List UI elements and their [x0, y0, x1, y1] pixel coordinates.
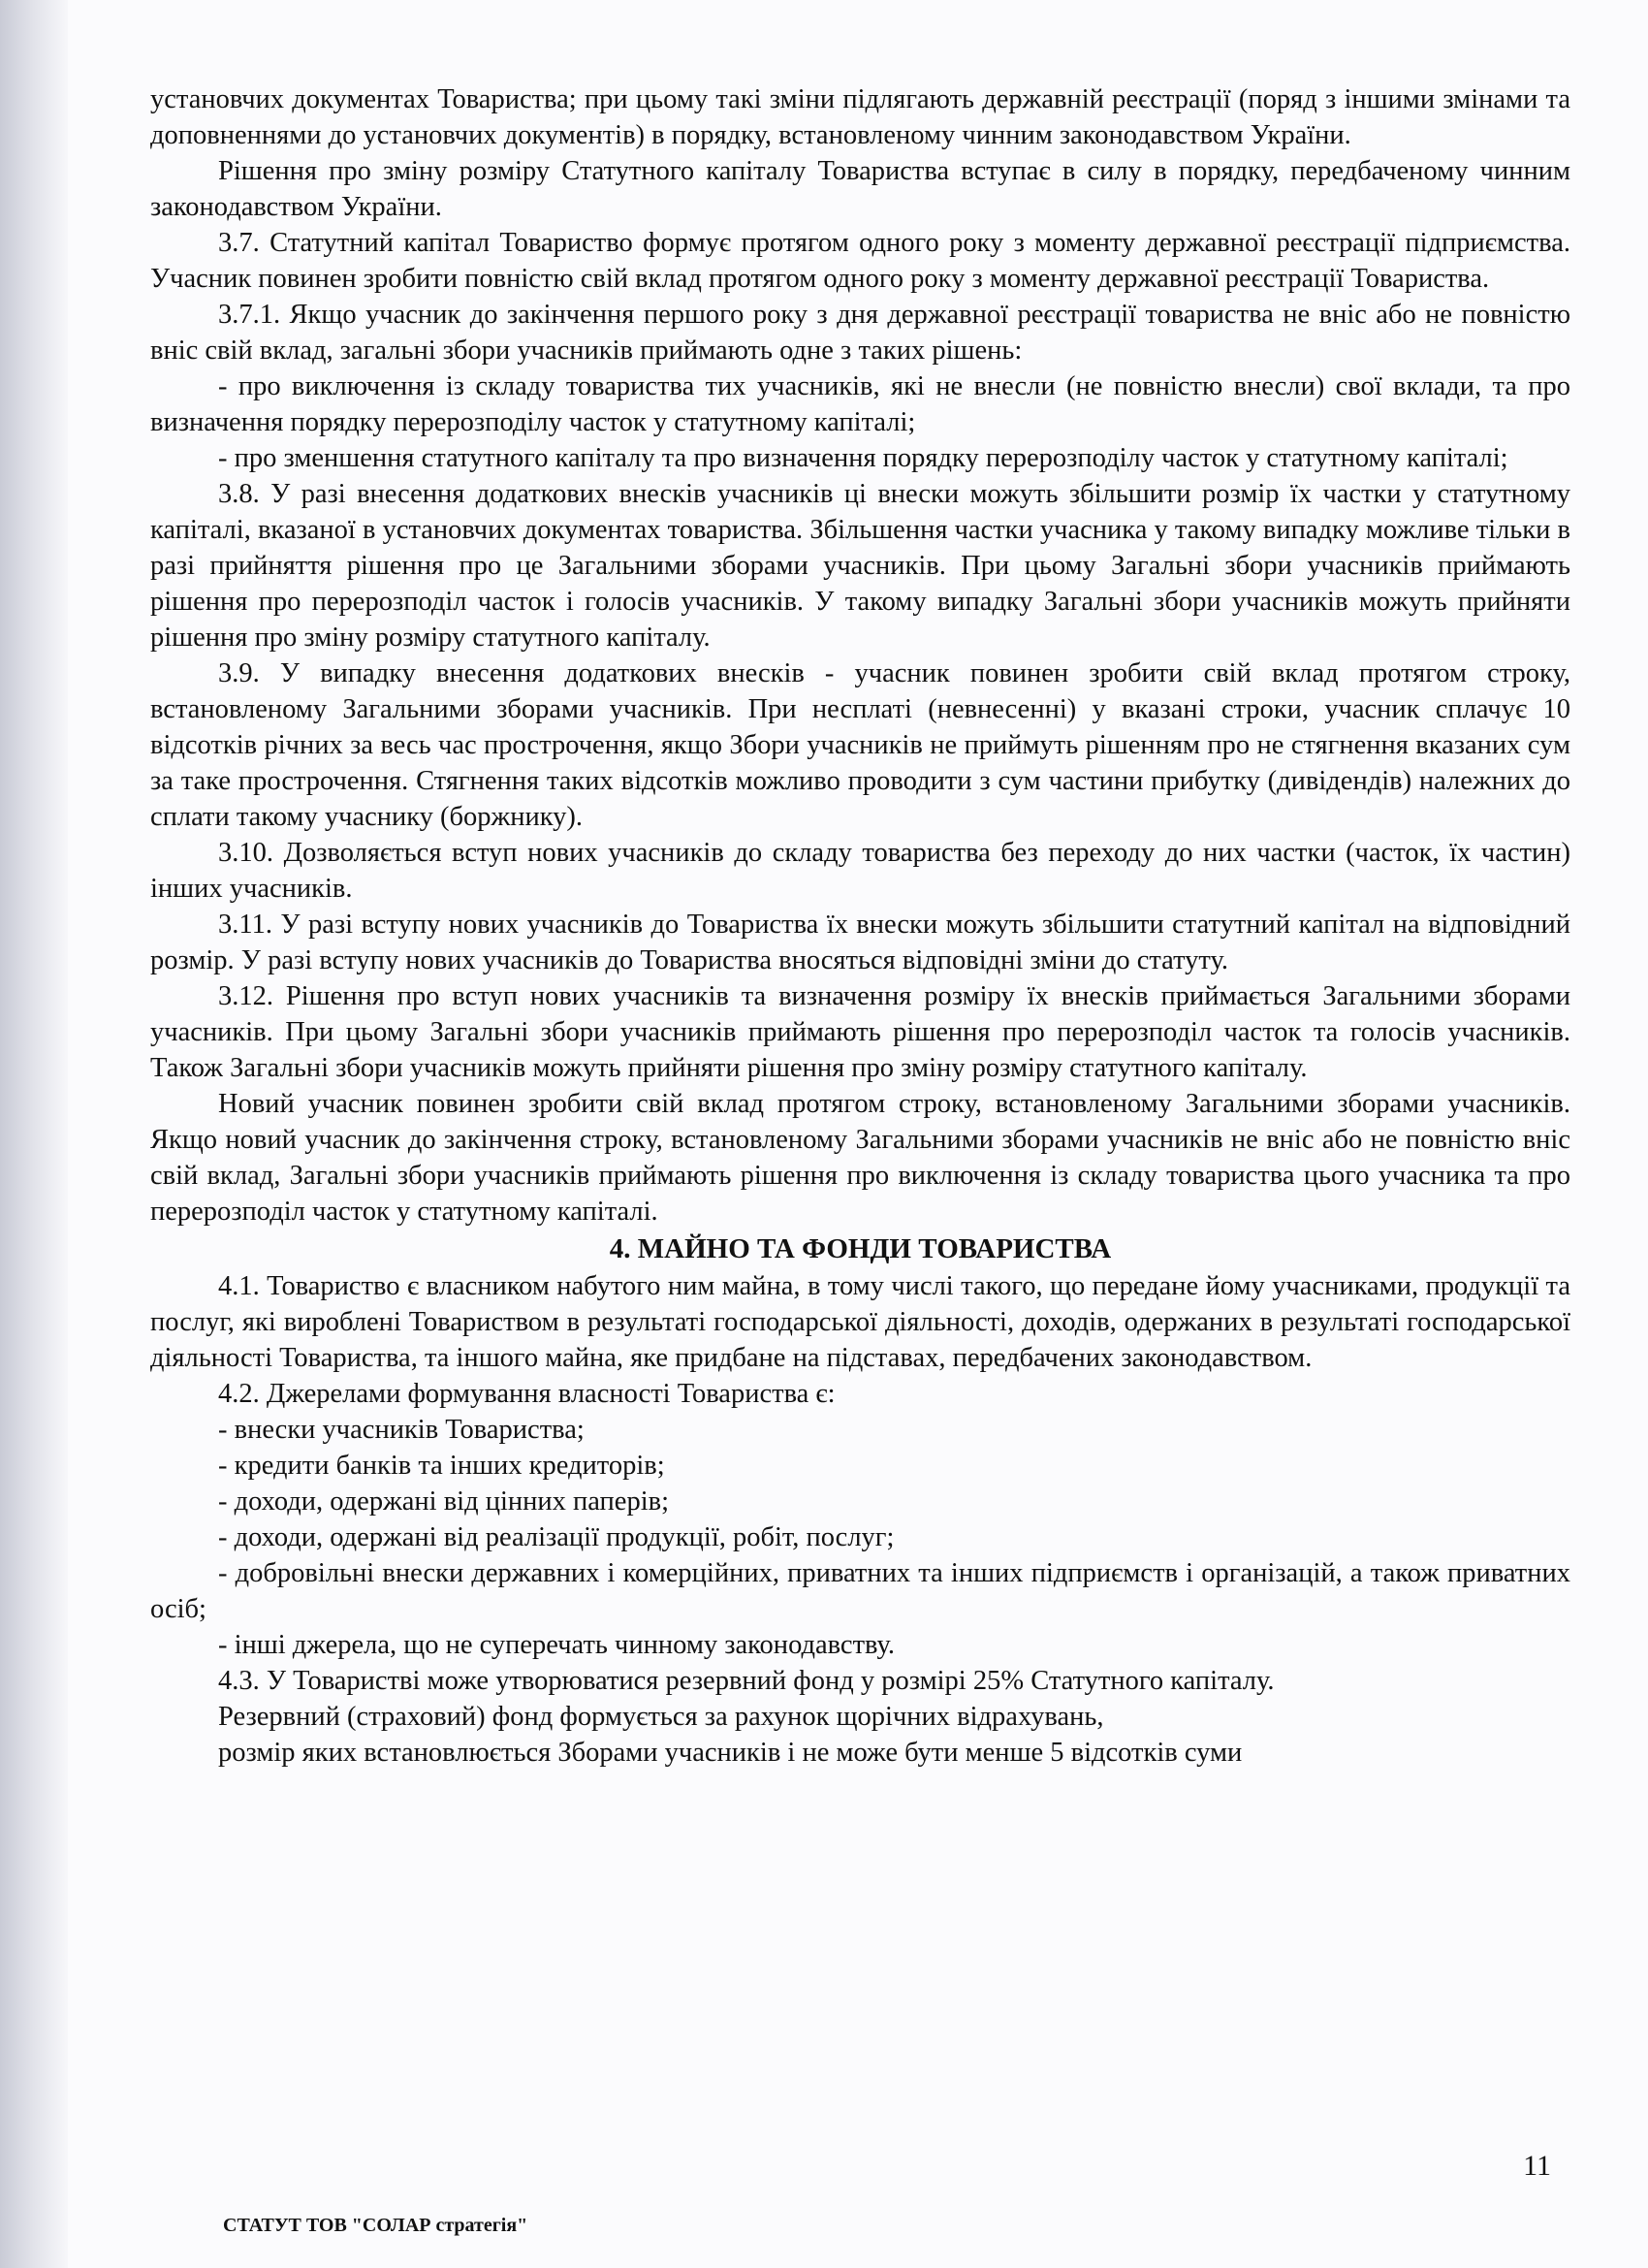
paragraph: розмір яких встановлюється Зборами учасників і не може бути менше 5 відсотків суми	[218, 1738, 1243, 1768]
paragraph: 3.7. Статутний капітал Товариство формує протягом одного року з моменту державної реєстрації підприємства. Учасник повинен зробити повністю свій вклад протягом одного року з моменту державної реєстрації Товариства.	[150, 228, 1570, 294]
list-item: - добровільні внески державних і комерційних, приватних та інших підприємств і організацій, а також приватних осіб;	[150, 1558, 1570, 1624]
list-item: - внески учасників Товариства;	[218, 1415, 585, 1445]
paragraph: - про виключення із складу товариства тих учасників, які не внесли (не повністю внесли) свої вклади, та про визначення порядку перерозподілу часток у статутному капіталі;	[150, 371, 1570, 437]
paragraph: 3.11. У разі вступу нових учасників до Товариства їх внески можуть збільшити статутний капітал на відповідний розмір. У разі вступу нових учасників до Товариства вносяться відповідні зміни до статуту.	[150, 910, 1570, 975]
list-item: - інші джерела, що не суперечать чинному законодавству.	[218, 1630, 896, 1660]
paragraph: Резервний (страховий) фонд формується за рахунок щорічних відрахувань,	[218, 1702, 1104, 1732]
section-heading: 4. МАЙНО ТА ФОНДИ ТОВАРИСТВА	[609, 1233, 1112, 1264]
list-item: - доходи, одержані від цінних паперів;	[218, 1486, 669, 1517]
paragraph: 3.10. Дозволяється вступ нових учасників до складу товариства без переходу до них частки (часток, їх частин) інших учасників.	[150, 838, 1570, 904]
page-number: 11	[1523, 2150, 1551, 2182]
paragraph: Рішення про зміну розміру Статутного капіталу Товариства вступає в силу в порядку, передбаченому чинним законодавством України.	[150, 156, 1570, 222]
paragraph: Новий учасник повинен зробити свій вклад протягом строку, встановленому Загальними зборами учасників. Якщо новий учасник до закінчення строку, встановленому Загальними зборами учасників не вніс або не повністю вніс свій вклад, Загальні збори учасників приймають рішення про виключення із складу товариства цього учасника та про перерозподіл часток у статутному капіталі.	[150, 1089, 1570, 1227]
document-footer: СТАТУТ ТОВ "СОЛАР стратегія"	[223, 2215, 528, 2236]
document-page	[68, 0, 1648, 2268]
paragraph: - про зменшення статутного капіталу та про визначення порядку перерозподілу часток у статутному капіталі;	[218, 443, 1508, 473]
paragraph: 3.8. У разі внесення додаткових внесків учасників ці внески можуть збільшити розмір їх частки у статутному капіталі, вказаної в установчих документах товариства. Збільшення частки учасника у такому випадку можливе тільки в разі прийняття рішення про це Загальними зборами учасників. При цьому Загальні збори учасників приймають рішення про перерозподіл часток і голосів учасників. У такому випадку Загальні збори учасників можуть прийняти рішення про зміну розміру статутного капіталу.	[150, 479, 1570, 653]
paragraph: 3.7.1. Якщо учасник до закінчення першого року з дня державної реєстрації товариства не вніс або не повністю вніс свій вклад, загальні збори учасників приймають одне з таких рішень:	[150, 300, 1570, 366]
document-body	[150, 81, 1570, 1771]
list-item: - доходи, одержані від реалізації продукції, робіт, послуг;	[218, 1522, 895, 1552]
paragraph: 3.9. У випадку внесення додаткових внесків - учасник повинен зробити свій вклад протягом строку, встановленому Загальними зборами учасників. При несплаті (невнесенні) у вказані строки, учасник сплачує 10 відсотків річних за весь час прострочення, якщо Збори учасників не приймуть рішенням про не стягнення вказаних сум за таке прострочення. Стягнення таких відсотків можливо проводити з сум частини прибутку (дивідендів) належних до сплати такому учаснику (боржнику).	[150, 658, 1570, 832]
scan-binding-edge	[0, 0, 68, 2268]
paragraph: 4.2. Джерелами формування власності Товариства є:	[218, 1379, 836, 1409]
paragraph: 3.12. Рішення про вступ нових учасників та визначення розміру їх внесків приймається Загальними зборами учасників. При цьому Загальні збори учасників приймають рішення про перерозподіл часток та голосів учасників. Також Загальні збори учасників можуть прийняти рішення про зміну розміру статутного капіталу.	[150, 981, 1570, 1083]
paragraph: установчих документах Товариства; при цьому такі зміни підлягають державній реєстрації (поряд з іншими змінами та доповненнями до установчих документів) в порядку, встановленому чинним законодавством України.	[150, 84, 1570, 150]
paragraph: 4.3. У Товаристві може утворюватися резервний фонд у розмірі 25% Статутного капіталу.	[218, 1666, 1275, 1696]
paragraph: 4.1. Товариство є власником набутого ним майна, в тому числі такого, що передане йому учасниками, продукції та послуг, які вироблені Товариством в результаті господарської діяльності, доходів, одержаних в результаті господарської діяльності Товариства, та іншого майна, яке придбане на підставах, передбачених законодавством.	[150, 1271, 1570, 1373]
list-item: - кредити банків та інших кредиторів;	[218, 1451, 665, 1481]
